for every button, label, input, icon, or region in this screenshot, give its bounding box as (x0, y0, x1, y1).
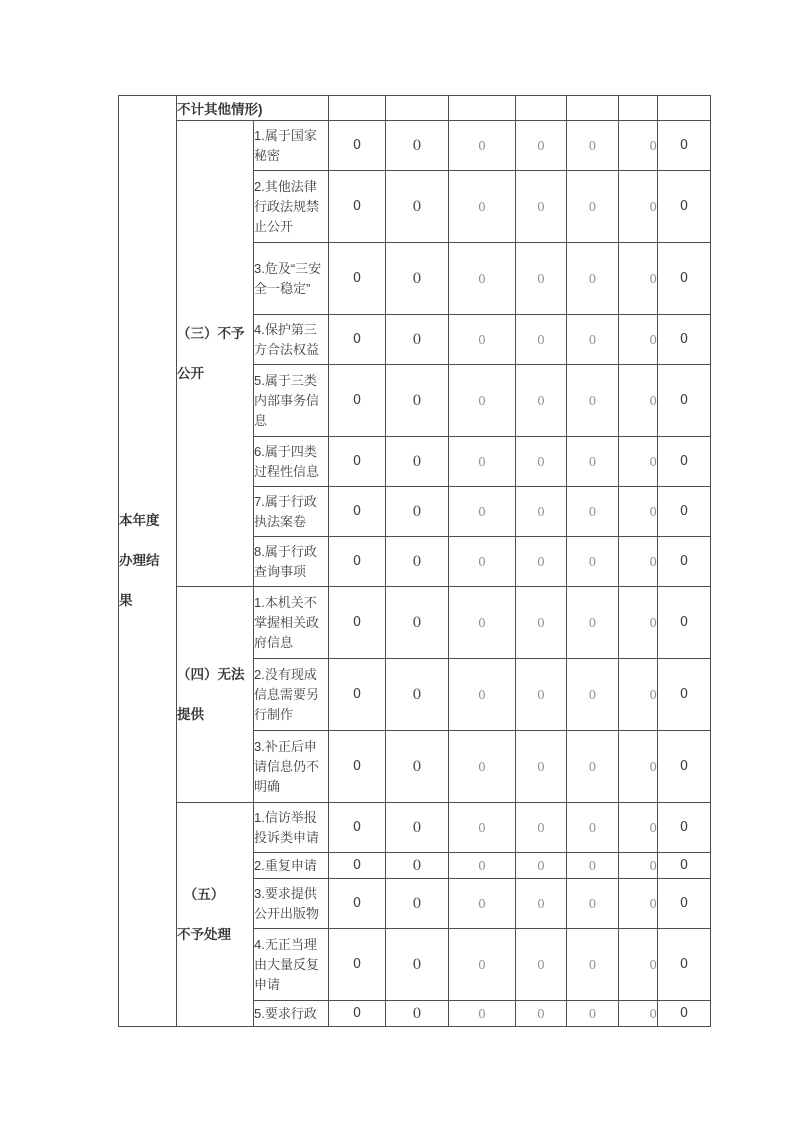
item-label-cell: 1.信访举报投诉类申请 (254, 803, 329, 853)
section-label-line: 公开 (177, 365, 204, 381)
empty-cell (449, 96, 516, 121)
value-cell: 0 (329, 121, 386, 171)
value-cell: 0 (329, 731, 386, 803)
value-cell: 0 (567, 731, 619, 803)
item-label-cell: 6.属于四类过程性信息 (254, 437, 329, 487)
value-cell: 0 (449, 171, 516, 243)
value-cell: 0 (516, 803, 567, 853)
item-label-cell: 2.其他法律行政法规禁止公开 (254, 171, 329, 243)
value-cell: 0 (658, 731, 711, 803)
value-cell: 0 (386, 171, 449, 243)
row-header-cell (119, 96, 177, 1027)
value-cell: 0 (658, 853, 711, 879)
value-cell: 0 (329, 803, 386, 853)
value-cell: 0 (449, 537, 516, 587)
value-cell: 0 (449, 879, 516, 929)
empty-cell (516, 96, 567, 121)
item-label-cell: 2.没有现成信息需要另行制作 (254, 659, 329, 731)
value-cell: 0 (386, 537, 449, 587)
value-cell: 0 (516, 587, 567, 659)
value-cell: 0 (449, 853, 516, 879)
value-cell: 0 (329, 487, 386, 537)
value-cell: 0 (567, 929, 619, 1001)
value-cell: 0 (658, 803, 711, 853)
value-cell: 0 (516, 315, 567, 365)
value-cell: 0 (619, 853, 658, 879)
section-label-cell (177, 803, 254, 1027)
value-cell: 0 (619, 537, 658, 587)
value-cell: 0 (449, 121, 516, 171)
empty-cell (567, 96, 619, 121)
value-cell: 0 (329, 929, 386, 1001)
value-cell: 0 (619, 659, 658, 731)
value-cell: 0 (619, 121, 658, 171)
item-label-cell: 1.属于国家秘密 (254, 121, 329, 171)
value-cell: 0 (329, 365, 386, 437)
value-cell: 0 (658, 315, 711, 365)
value-cell: 0 (449, 731, 516, 803)
value-cell: 0 (619, 731, 658, 803)
value-cell: 0 (516, 487, 567, 537)
row-header-line: 果 (119, 593, 133, 608)
value-cell: 0 (658, 437, 711, 487)
value-cell: 0 (449, 315, 516, 365)
item-label-cell: 4.无正当理由大量反复申请 (254, 929, 329, 1001)
value-cell: 0 (386, 879, 449, 929)
value-cell: 0 (516, 437, 567, 487)
value-cell: 0 (386, 853, 449, 879)
value-cell: 0 (329, 437, 386, 487)
value-cell: 0 (658, 487, 711, 537)
value-cell: 0 (516, 659, 567, 731)
value-cell: 0 (386, 659, 449, 731)
item-label-cell: 2.重复申请 (254, 853, 329, 879)
empty-cell (386, 96, 449, 121)
value-cell: 0 (386, 929, 449, 1001)
value-cell: 0 (658, 537, 711, 587)
value-cell: 0 (329, 171, 386, 243)
value-cell: 0 (619, 929, 658, 1001)
item-label-cell: 5.要求行政 (254, 1001, 329, 1027)
value-cell: 0 (329, 587, 386, 659)
value-cell: 0 (516, 121, 567, 171)
value-cell: 0 (386, 731, 449, 803)
section-label-line: （五） (177, 886, 225, 902)
value-cell: 0 (516, 879, 567, 929)
item-label-cell: 4.保护第三方合法权益 (254, 315, 329, 365)
value-cell: 0 (619, 171, 658, 243)
table-row (119, 121, 711, 171)
value-cell: 0 (658, 929, 711, 1001)
value-cell: 0 (567, 853, 619, 879)
value-cell: 0 (619, 879, 658, 929)
section-label-cell (177, 121, 254, 587)
section-label-line: 提供 (177, 706, 204, 722)
item-label-cell: 7.属于行政执法案卷 (254, 487, 329, 537)
value-cell: 0 (449, 587, 516, 659)
value-cell: 0 (567, 121, 619, 171)
item-label-cell: 5.属于三类内部事务信息 (254, 365, 329, 437)
value-cell: 0 (449, 1001, 516, 1027)
item-label-cell: 1.本机关不掌握相关政府信息 (254, 587, 329, 659)
item-label-cell: 3.危及“三安全一稳定” (254, 243, 329, 315)
value-cell: 0 (567, 487, 619, 537)
value-cell: 0 (386, 587, 449, 659)
continuation-header-cell: 不计其他情形) (177, 96, 329, 121)
value-cell: 0 (516, 853, 567, 879)
value-cell: 0 (386, 365, 449, 437)
value-cell: 0 (386, 437, 449, 487)
empty-cell (658, 96, 711, 121)
value-cell: 0 (516, 537, 567, 587)
value-cell: 0 (658, 171, 711, 243)
value-cell: 0 (386, 487, 449, 537)
annual-results-table (118, 95, 711, 1027)
value-cell: 0 (449, 659, 516, 731)
table-row (119, 96, 711, 121)
value-cell: 0 (386, 315, 449, 365)
value-cell: 0 (516, 171, 567, 243)
value-cell: 0 (658, 365, 711, 437)
value-cell: 0 (567, 437, 619, 487)
value-cell: 0 (516, 1001, 567, 1027)
section-label-cell (177, 587, 254, 803)
section-label-line: （三）不予 (177, 325, 245, 341)
value-cell: 0 (567, 243, 619, 315)
value-cell: 0 (386, 121, 449, 171)
value-cell: 0 (329, 315, 386, 365)
value-cell: 0 (386, 243, 449, 315)
value-cell: 0 (619, 437, 658, 487)
value-cell: 0 (329, 853, 386, 879)
item-label-cell: 3.要求提供公开出版物 (254, 879, 329, 929)
value-cell: 0 (619, 315, 658, 365)
value-cell: 0 (567, 537, 619, 587)
value-cell: 0 (516, 243, 567, 315)
value-cell: 0 (619, 365, 658, 437)
table-row (119, 587, 711, 659)
value-cell: 0 (516, 365, 567, 437)
value-cell: 0 (386, 803, 449, 853)
value-cell: 0 (567, 879, 619, 929)
row-header-line: 办理结 (119, 553, 160, 568)
value-cell: 0 (516, 731, 567, 803)
value-cell: 0 (449, 929, 516, 1001)
value-cell: 0 (619, 803, 658, 853)
table-row (119, 803, 711, 853)
value-cell: 0 (329, 659, 386, 731)
row-header-line: 本年度 (119, 513, 160, 528)
value-cell: 0 (567, 1001, 619, 1027)
value-cell: 0 (567, 365, 619, 437)
value-cell: 0 (449, 437, 516, 487)
value-cell: 0 (619, 243, 658, 315)
value-cell: 0 (449, 243, 516, 315)
value-cell: 0 (329, 1001, 386, 1027)
value-cell: 0 (658, 1001, 711, 1027)
value-cell: 0 (619, 1001, 658, 1027)
value-cell: 0 (567, 659, 619, 731)
empty-cell (329, 96, 386, 121)
value-cell: 0 (658, 121, 711, 171)
value-cell: 0 (329, 879, 386, 929)
value-cell: 0 (658, 243, 711, 315)
value-cell: 0 (658, 879, 711, 929)
section-label-line: （四）无法 (177, 666, 245, 682)
value-cell: 0 (567, 315, 619, 365)
section-label-line: 不予处理 (177, 926, 231, 942)
value-cell: 0 (619, 487, 658, 537)
value-cell: 0 (567, 803, 619, 853)
value-cell: 0 (516, 929, 567, 1001)
value-cell: 0 (658, 587, 711, 659)
value-cell: 0 (449, 803, 516, 853)
item-label-cell: 3.补正后申请信息仍不明确 (254, 731, 329, 803)
value-cell: 0 (329, 243, 386, 315)
value-cell: 0 (449, 365, 516, 437)
empty-cell (619, 96, 658, 121)
value-cell: 0 (567, 587, 619, 659)
value-cell: 0 (567, 171, 619, 243)
value-cell: 0 (658, 659, 711, 731)
value-cell: 0 (329, 537, 386, 587)
value-cell: 0 (449, 487, 516, 537)
value-cell: 0 (386, 1001, 449, 1027)
item-label-cell: 8.属于行政查询事项 (254, 537, 329, 587)
value-cell: 0 (619, 587, 658, 659)
